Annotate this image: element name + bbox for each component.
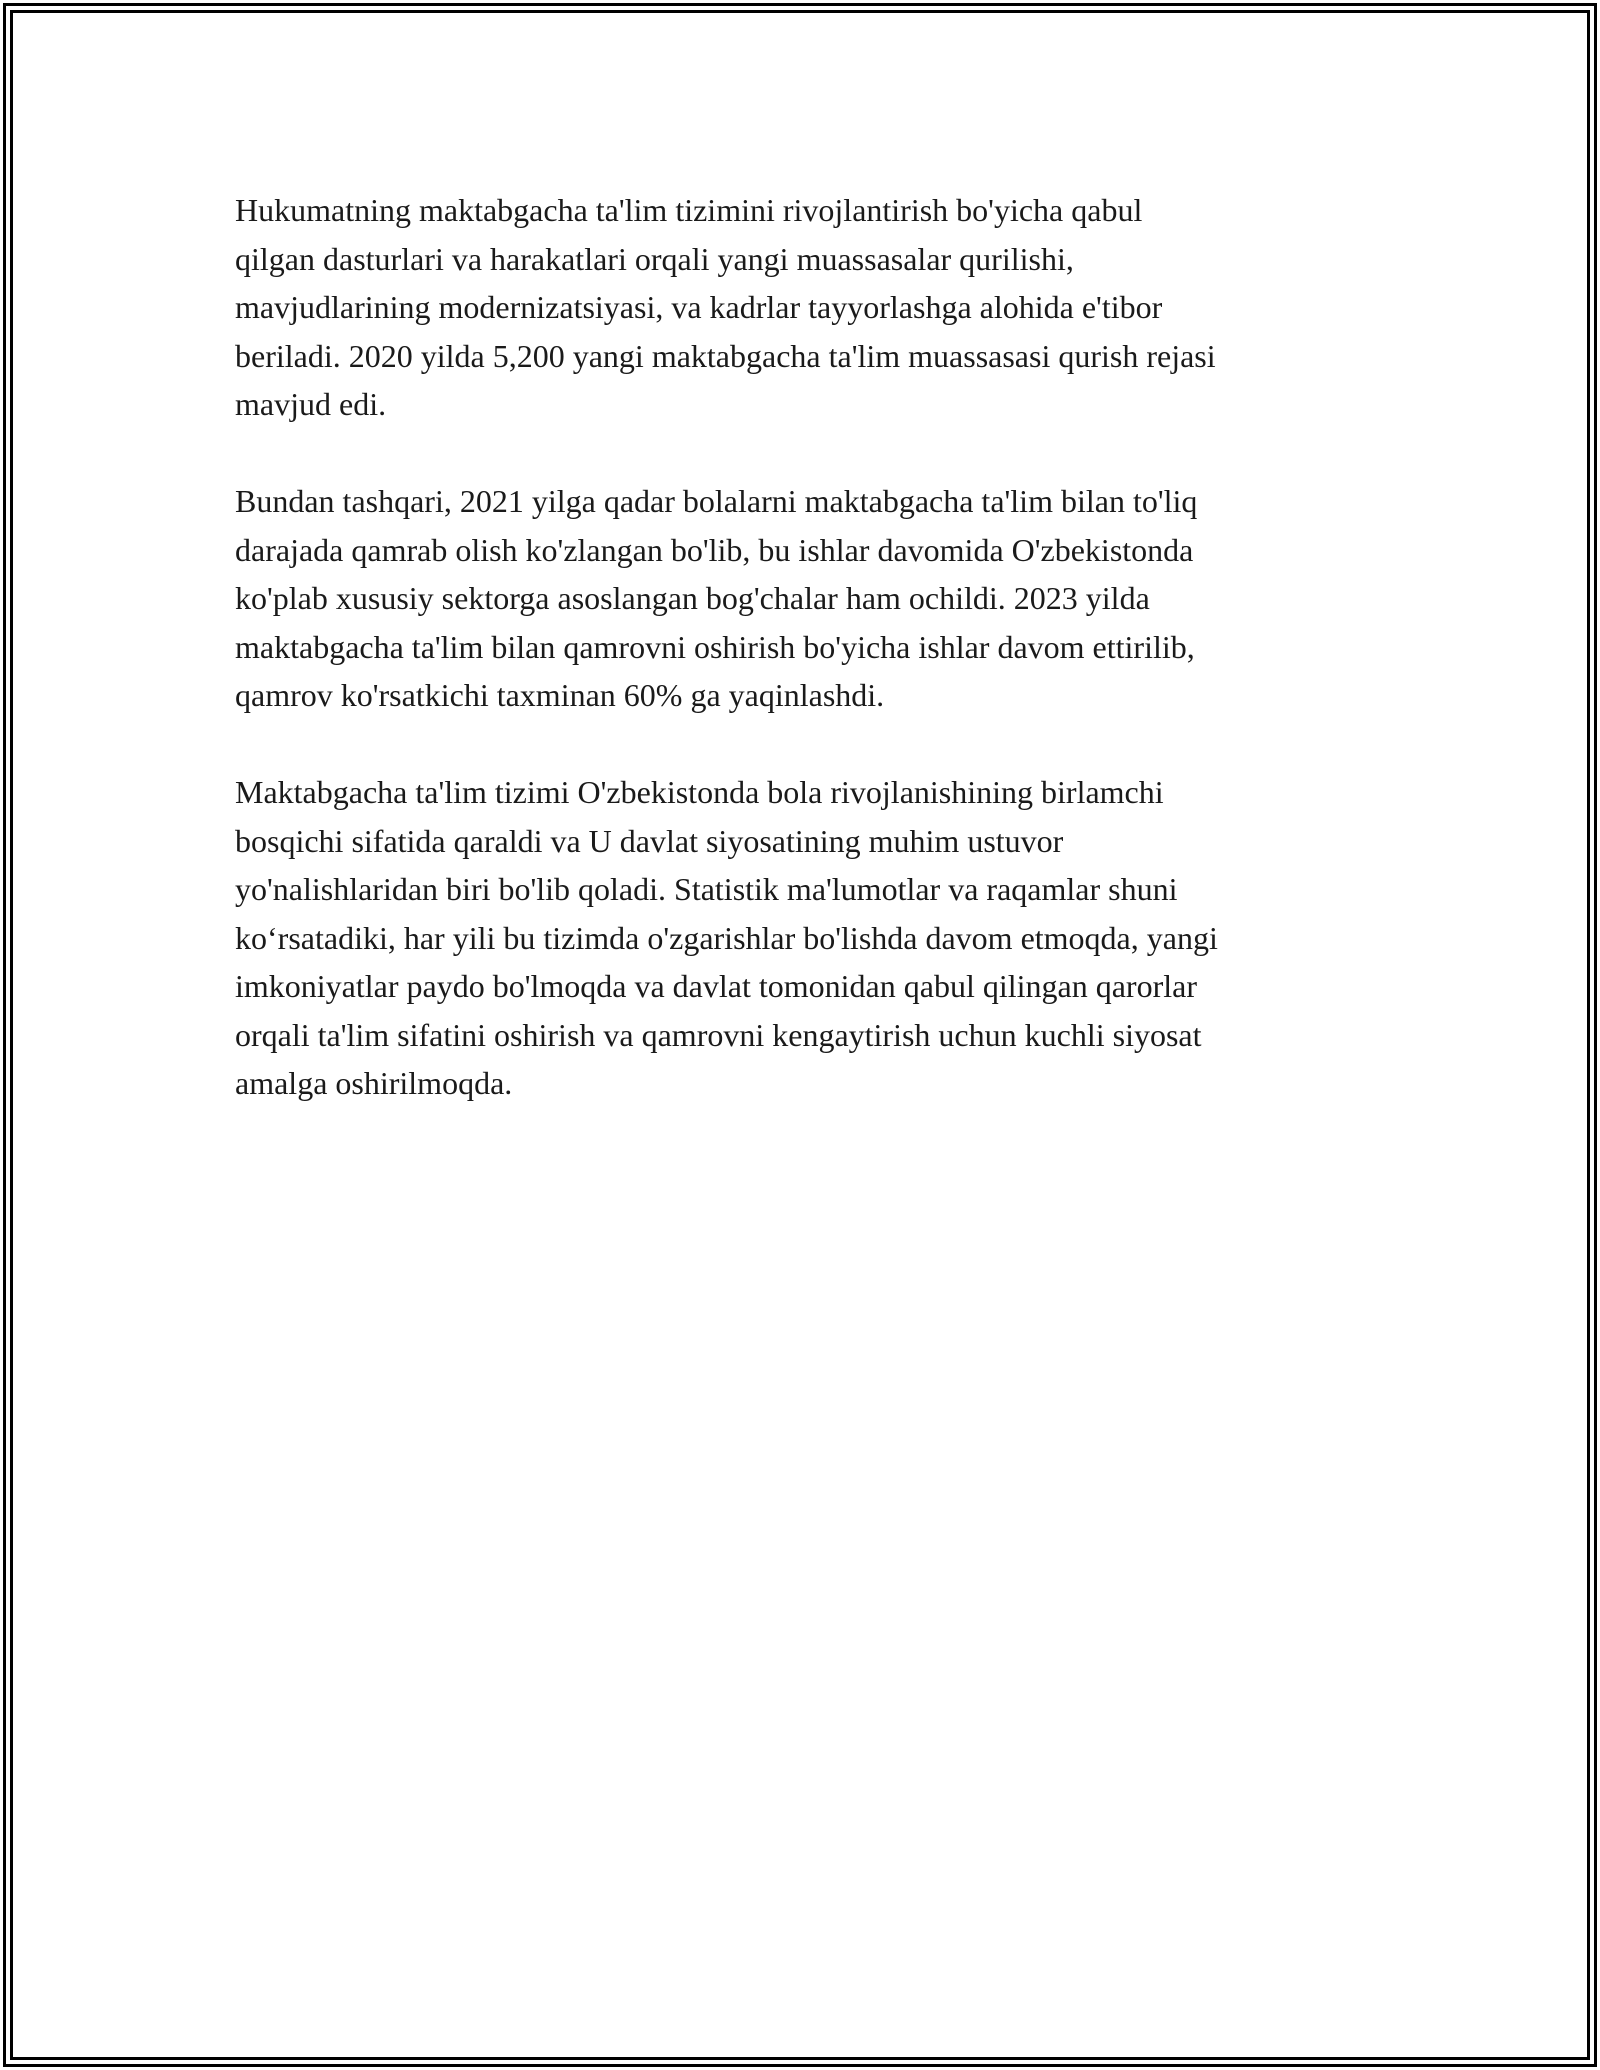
document-body: [235, 186, 1375, 1156]
paragraph-2: Bundan tashqari, 2021 yilga qadar bolalarni maktabgacha ta'lim bilan to'liq darajada qamrab olish ko'zlangan bo'lib, bu ishlar davomida O'zbekistonda ko'plab xususiy sektorga asoslangan bog'chalar ham ochildi. 2023 yilda maktabgacha ta'lim bilan qamrovni oshirish bo'yicha ishlar davom ettirilib, qamrov ko'rsatkichi taxminan 60% ga yaqinlashdi.: [235, 483, 1198, 713]
paragraph-1: Hukumatning maktabgacha ta'lim tizimini rivojlantirish bo'yicha qabul qilgan dasturlari va harakatlari orqali yangi muassasalar qurilishi, mavjudlarining modernizatsiyasi, va kadrlar tayyorlashga alohida e'tibor beriladi. 2020 yilda 5,200 yangi maktabgacha ta'lim muassasasi qurish rejasi mavjud edi.: [235, 192, 1216, 422]
paragraph-3: Maktabgacha ta'lim tizimi O'zbekistonda bola rivojlanishining birlamchi bosqichi sifatida qaraldi va U davlat siyosatining muhim ustuvor yo'nalishlaridan biri bo'lib qoladi. Statistik ma'lumotlar va raqamlar shuni ko‘rsatadiki, har yili bu tizimda o'zgarishlar bo'lishda davom etmoqda, yangi imkoniyatlar paydo bo'lmoqda va davlat tomonidan qabul qilingan qarorlar orqali ta'lim sifatini oshirish va qamrovni kengaytirish uchun kuchli siyosat amalga oshirilmoqda.: [235, 774, 1218, 1101]
